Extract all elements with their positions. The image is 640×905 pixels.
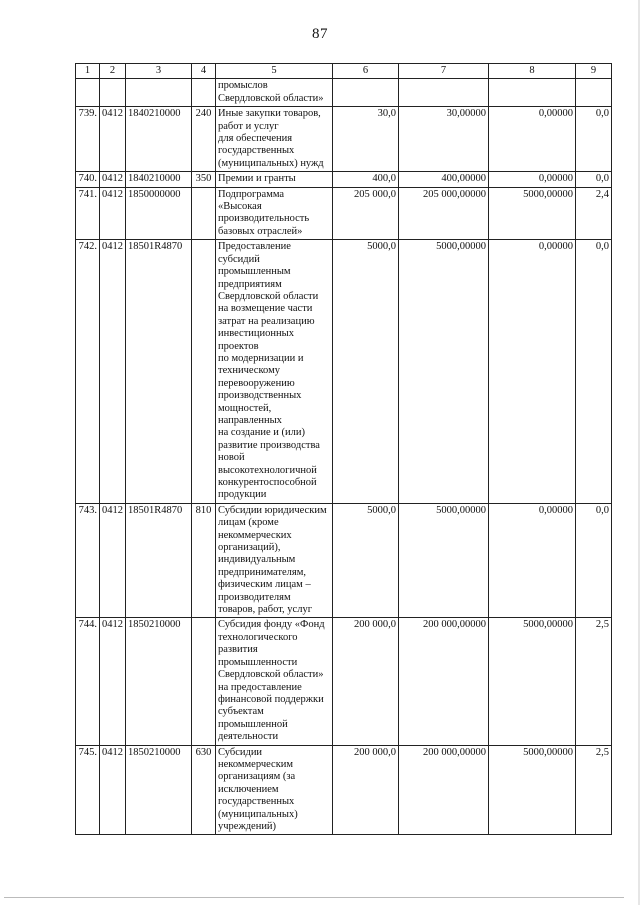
- table-row: [76, 745, 612, 835]
- column-header-2: 2: [100, 64, 126, 79]
- amount-executed: 205 000,00000: [399, 187, 489, 240]
- amount-approved: 200 000,0: [333, 618, 399, 745]
- budget-table: [75, 63, 612, 835]
- item-name-line: продукции: [218, 489, 267, 501]
- item-name-line: затрат на реализацию: [218, 315, 315, 327]
- section-code: 0412: [100, 503, 126, 618]
- item-name: [216, 79, 333, 107]
- item-name-line: перевооружению: [218, 377, 295, 389]
- item-name: [216, 187, 333, 240]
- item-name-line: Субсидия фонду «Фонд: [218, 619, 325, 631]
- item-name-line: некоммерческих: [218, 529, 292, 541]
- item-name-line: физическим лицам –: [218, 579, 311, 591]
- amount-executed: 5000,00000: [399, 503, 489, 618]
- item-name-line: производителям: [218, 591, 291, 603]
- column-header-3: 3: [126, 64, 192, 79]
- item-name-line: финансовой поддержки: [218, 693, 324, 705]
- section-code: 0412: [100, 745, 126, 835]
- item-name-line: развития: [218, 644, 258, 656]
- percent-value: 2,4: [576, 187, 612, 240]
- item-name-line: (муниципальных): [218, 808, 298, 820]
- item-name-line: субъектам: [218, 706, 264, 718]
- amount-approved: 400,0: [333, 172, 399, 187]
- item-name-line: учреждений): [218, 820, 277, 832]
- target-article-code: [126, 79, 192, 107]
- expense-type-code: [192, 187, 216, 240]
- amount-executed: 400,00000: [399, 172, 489, 187]
- section-code: 0412: [100, 240, 126, 504]
- target-article-code: 1840210000: [126, 172, 192, 187]
- amount-executed: 5000,00000: [399, 240, 489, 504]
- expense-type-code: 630: [192, 745, 216, 835]
- target-article-code: 18501R4870: [126, 240, 192, 504]
- column-header-6: 6: [333, 64, 399, 79]
- item-name-line: индивидуальным: [218, 554, 296, 566]
- column-header-9: 9: [576, 64, 612, 79]
- item-name: [216, 618, 333, 745]
- item-name: [216, 107, 333, 172]
- item-name-line: технологического: [218, 631, 298, 643]
- amount-executed: 30,00000: [399, 107, 489, 172]
- amount-executed: 200 000,00000: [399, 745, 489, 835]
- row-number: 743.: [76, 503, 100, 618]
- item-name: [216, 240, 333, 504]
- percent-value: 0,0: [576, 107, 612, 172]
- amount-approved: 5000,0: [333, 503, 399, 618]
- item-name-line: Субсидии: [218, 746, 263, 758]
- item-name-line: проектов: [218, 340, 259, 352]
- item-name-line: мощностей,: [218, 402, 272, 414]
- row-number: 742.: [76, 240, 100, 504]
- percent-value: 0,0: [576, 503, 612, 618]
- amount-approved: 30,0: [333, 107, 399, 172]
- item-name-line: промышленной: [218, 718, 288, 730]
- section-code: 0412: [100, 187, 126, 240]
- row-number: 744.: [76, 618, 100, 745]
- row-number: 740.: [76, 172, 100, 187]
- amount-approved: [333, 79, 399, 107]
- item-name-line: лицам (кроме: [218, 517, 279, 529]
- item-name-line: Свердловской области: [218, 290, 319, 302]
- item-name-line: конкурентоспособной: [218, 477, 317, 488]
- table-row: [76, 187, 612, 240]
- expense-type-code: [192, 618, 216, 745]
- item-name-line: исключением: [218, 783, 279, 795]
- item-name-line: на возмещение части: [218, 303, 313, 315]
- item-name-line: базовых отраслей»: [218, 225, 303, 237]
- amount-other: 5000,00000: [489, 187, 576, 240]
- expense-type-code: 240: [192, 107, 216, 172]
- amount-approved: 200 000,0: [333, 745, 399, 835]
- item-name-line: некоммерческим: [218, 758, 294, 770]
- item-name-line: Свердловской области»: [218, 669, 324, 681]
- table-row: [76, 172, 612, 187]
- item-name-line: предприятиям: [218, 278, 282, 290]
- amount-executed: 200 000,00000: [399, 618, 489, 745]
- item-name-line: предпринимателям,: [218, 566, 307, 578]
- amount-other: 0,00000: [489, 107, 576, 172]
- percent-value: 2,5: [576, 618, 612, 745]
- item-name-line: Премии и гранты: [218, 173, 296, 185]
- row-number: 739.: [76, 107, 100, 172]
- item-name-line: производственных: [218, 390, 302, 402]
- item-name-line: деятельности: [218, 731, 279, 743]
- item-name: [216, 745, 333, 835]
- item-name-line: высокотехнологичной: [218, 464, 317, 476]
- item-name: [216, 172, 333, 187]
- item-name-line: государственных: [218, 145, 295, 157]
- section-code: 0412: [100, 107, 126, 172]
- column-header-8: 8: [489, 64, 576, 79]
- item-name-line: промыслов: [218, 80, 268, 92]
- item-name-line: техническому: [218, 365, 280, 377]
- table-row: [76, 618, 612, 745]
- header-row: [76, 64, 612, 79]
- item-name-line: на предоставление: [218, 681, 302, 693]
- item-name-line: (муниципальных) нужд: [218, 157, 324, 169]
- item-name-line: работ и услуг: [218, 120, 279, 132]
- amount-approved: 205 000,0: [333, 187, 399, 240]
- item-name-line: товаров, работ, услуг: [218, 604, 313, 616]
- table-row: [76, 79, 612, 107]
- item-name-line: «Высокая: [218, 201, 262, 213]
- expense-type-code: [192, 79, 216, 107]
- amount-other: 0,00000: [489, 172, 576, 187]
- section-code: 0412: [100, 172, 126, 187]
- item-name-line: государственных: [218, 796, 295, 808]
- expense-type-code: [192, 240, 216, 504]
- expense-type-code: 350: [192, 172, 216, 187]
- item-name-line: производительность: [218, 213, 310, 225]
- row-number: 741.: [76, 187, 100, 240]
- table-row: [76, 503, 612, 618]
- amount-executed: [399, 79, 489, 107]
- target-article-code: 1840210000: [126, 107, 192, 172]
- item-name-line: на создание и (или): [218, 427, 306, 439]
- item-name-line: инвестиционных: [218, 328, 294, 340]
- section-code: 0412: [100, 618, 126, 745]
- item-name-line: Субсидии юридическим: [218, 504, 327, 516]
- item-name: [216, 503, 333, 618]
- column-header-1: 1: [76, 64, 100, 79]
- amount-other: [489, 79, 576, 107]
- percent-value: 0,0: [576, 172, 612, 187]
- table-body: [76, 79, 612, 835]
- amount-other: 5000,00000: [489, 618, 576, 745]
- item-name-line: организаций),: [218, 542, 281, 554]
- percent-value: [576, 79, 612, 107]
- percent-value: 2,5: [576, 745, 612, 835]
- target-article-code: 18501R4870: [126, 503, 192, 618]
- item-name-line: Свердловской области»: [218, 92, 324, 104]
- amount-approved: 5000,0: [333, 240, 399, 504]
- target-article-code: 1850210000: [126, 618, 192, 745]
- column-header-7: 7: [399, 64, 489, 79]
- table-row: [76, 240, 612, 504]
- target-article-code: 1850000000: [126, 187, 192, 240]
- item-name-line: промышленным: [218, 266, 291, 278]
- expense-type-code: 810: [192, 503, 216, 618]
- section-code: [100, 79, 126, 107]
- target-article-code: 1850210000: [126, 745, 192, 835]
- item-name-line: новой: [218, 452, 245, 464]
- amount-other: 0,00000: [489, 240, 576, 504]
- item-name-line: Предоставление: [218, 241, 291, 253]
- item-name-line: промышленности: [218, 656, 298, 668]
- row-number: 745.: [76, 745, 100, 835]
- amount-other: 0,00000: [489, 503, 576, 618]
- table-row: [76, 107, 612, 172]
- column-header-5: 5: [216, 64, 333, 79]
- item-name-line: Иные закупки товаров,: [218, 108, 321, 120]
- page-number: 87: [312, 26, 328, 42]
- item-name-line: Подпрограмма: [218, 188, 285, 200]
- column-header-4: 4: [192, 64, 216, 79]
- amount-other: 5000,00000: [489, 745, 576, 835]
- item-name-line: направленных: [218, 414, 282, 426]
- item-name-line: организациям (за: [218, 771, 296, 783]
- page-bottom-edge: [4, 897, 624, 898]
- item-name-line: субсидий: [218, 253, 260, 265]
- item-name-line: по модернизации и: [218, 352, 304, 364]
- row-number: [76, 79, 100, 107]
- item-name-line: для обеспечения: [218, 133, 293, 145]
- percent-value: 0,0: [576, 240, 612, 504]
- item-name-line: развитие производства: [218, 439, 320, 451]
